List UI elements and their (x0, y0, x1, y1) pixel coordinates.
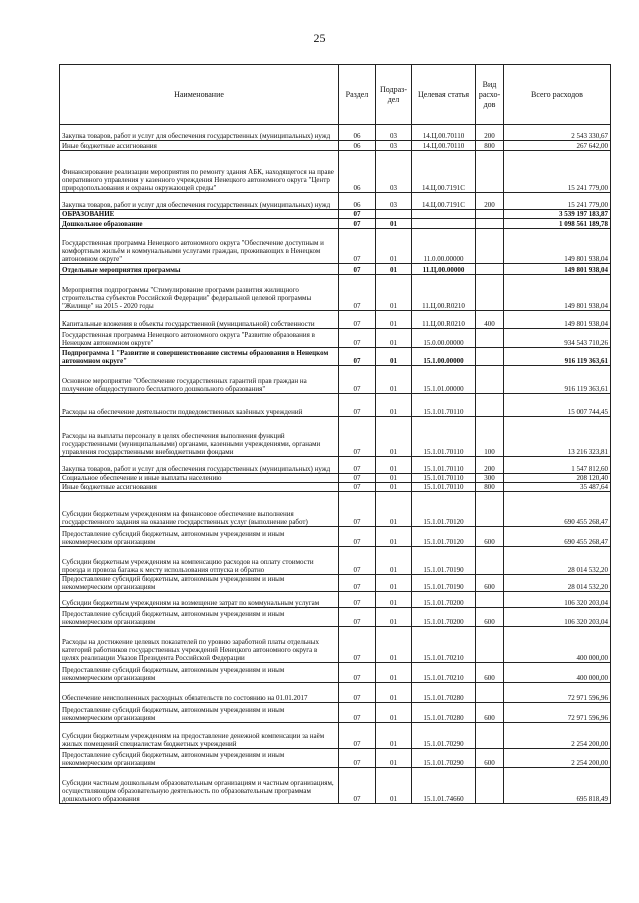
row-razdel: 07 (339, 457, 376, 474)
row-podrazdel: 01 (376, 683, 412, 703)
row-total: 916 119 363,61 (504, 348, 611, 366)
row-razdel: 06 (339, 141, 376, 151)
row-vid (476, 723, 504, 749)
row-podrazdel: 01 (376, 219, 412, 229)
table-row (60, 394, 611, 417)
row-total: 149 801 938,04 (504, 275, 611, 311)
row-vid (476, 592, 504, 608)
table-row (60, 683, 611, 703)
row-razdel: 07 (339, 768, 376, 804)
row-total: 690 455 268,47 (504, 527, 611, 547)
row-podrazdel: 01 (376, 547, 412, 575)
row-total: 208 120,40 (504, 474, 611, 483)
row-statya: 15.1.01.70110 (412, 457, 476, 474)
row-statya: 15.0.00.00000 (412, 329, 476, 348)
table-row (60, 527, 611, 547)
row-podrazdel: 03 (376, 141, 412, 151)
table-row (60, 492, 611, 527)
row-vid: 200 (476, 193, 504, 210)
row-name: Государственная программа Ненецкого автономного округа "Развитие образования в Ненецком автономном округе" (60, 329, 339, 348)
row-total: 149 801 938,04 (504, 229, 611, 264)
table-row (60, 474, 611, 483)
row-total: 934 543 710,26 (504, 329, 611, 348)
row-vid: 800 (476, 483, 504, 492)
row-vid: 600 (476, 703, 504, 723)
row-razdel: 07 (339, 749, 376, 768)
table-header-row (60, 65, 611, 125)
row-total: 3 539 197 183,87 (504, 210, 611, 219)
row-vid (476, 683, 504, 703)
row-total: 15 241 779,00 (504, 193, 611, 210)
row-total: 2 254 200,00 (504, 749, 611, 768)
row-name: Предоставление субсидий бюджетным, автономным учреждениям и иным некоммерческим организациям (60, 663, 339, 683)
row-razdel: 07 (339, 311, 376, 329)
table-row (60, 723, 611, 749)
table-row (60, 592, 611, 608)
row-name: Иные бюджетные ассигнования (60, 483, 339, 492)
row-podrazdel: 01 (376, 457, 412, 474)
row-podrazdel: 01 (376, 394, 412, 417)
row-total: 695 818,49 (504, 768, 611, 804)
row-vid: 600 (476, 527, 504, 547)
budget-table (59, 64, 611, 804)
table-row (60, 151, 611, 193)
row-statya: 15.1.01.00000 (412, 366, 476, 394)
row-statya: 11.Ц.00.R0210 (412, 311, 476, 329)
row-total: 35 487,64 (504, 483, 611, 492)
row-total: 15 007 744,45 (504, 394, 611, 417)
table-row (60, 193, 611, 210)
row-vid (476, 229, 504, 264)
row-razdel: 07 (339, 329, 376, 348)
row-total: 106 320 203,04 (504, 592, 611, 608)
row-total: 1 098 561 189,78 (504, 219, 611, 229)
table-row (60, 229, 611, 264)
row-name: Субсидии бюджетным учреждениям на компенсацию расходов на оплату стоимости проезда и провоза багажа к месту использования отпуска и обратно (60, 547, 339, 575)
row-statya: 11.0.00.00000 (412, 229, 476, 264)
row-name: Обеспечение неисполненных расходных обязательств по состоянию на 01.01.2017 (60, 683, 339, 703)
row-razdel: 07 (339, 723, 376, 749)
row-podrazdel: 01 (376, 483, 412, 492)
row-statya (412, 219, 476, 229)
row-vid: 200 (476, 125, 504, 141)
page-number: 25 (313, 31, 326, 45)
row-statya: 15.1.01.70200 (412, 592, 476, 608)
table-row (60, 457, 611, 474)
row-razdel: 07 (339, 229, 376, 264)
row-statya: 11.Ц.00.00000 (412, 264, 476, 275)
row-total: 72 971 596,96 (504, 703, 611, 723)
table-row (60, 417, 611, 457)
row-name: Мероприятия подпрограммы "Стимулирование программ развития жилищного строительства субъектов Российской Федерации" федеральной целевой программы "Жилище" на 2015 - 2020 годы (60, 275, 339, 311)
row-razdel: 06 (339, 193, 376, 210)
row-podrazdel (376, 210, 412, 219)
table-row (60, 547, 611, 575)
row-podrazdel: 01 (376, 723, 412, 749)
row-name: Финансирование реализации мероприятия по ремонту здания АБК, находящегося на праве оперативного управления у казенного учреждения Ненецкого автономного округа "Центр природопользования и охраны окружающей среды" (60, 151, 339, 193)
table-row (60, 141, 611, 151)
row-statya: 14.Ц.00.70110 (412, 141, 476, 151)
row-total: 106 320 203,04 (504, 608, 611, 627)
table-row (60, 575, 611, 592)
row-name: Закупка товаров, работ и услуг для обеспечения государственных (муниципальных) нужд (60, 125, 339, 141)
row-name: Социальное обеспечение и иные выплаты населению (60, 474, 339, 483)
row-name: Основное мероприятие "Обеспечение государственных гарантий прав граждан на получение общедоступного бесплатного дошкольного образования" (60, 366, 339, 394)
table-row (60, 768, 611, 804)
row-name: Предоставление субсидий бюджетным, автономным учреждениям и иным некоммерческим организациям (60, 575, 339, 592)
row-vid (476, 492, 504, 527)
row-name: Предоставление субсидий бюджетным, автономным учреждениям и иным некоммерческим организациям (60, 749, 339, 768)
table-row (60, 627, 611, 663)
row-vid: 600 (476, 663, 504, 683)
header-podrazdel: Подраз-дел (376, 65, 412, 125)
row-vid (476, 366, 504, 394)
table-row (60, 663, 611, 683)
header-statya: Целевая статья (412, 65, 476, 125)
row-podrazdel: 01 (376, 229, 412, 264)
table-row (60, 608, 611, 627)
row-statya: 15.1.01.70290 (412, 749, 476, 768)
row-podrazdel: 01 (376, 417, 412, 457)
row-podrazdel: 03 (376, 151, 412, 193)
row-vid (476, 264, 504, 275)
row-name: Подпрограмма 1 "Развитие и совершенствование системы образования в Ненецком автономном округе" (60, 348, 339, 366)
row-total: 400 000,00 (504, 663, 611, 683)
row-vid (476, 329, 504, 348)
row-razdel: 07 (339, 474, 376, 483)
row-name: Субсидии бюджетным учреждениям на финансовое обеспечение выполнения государственного задания на оказание государственных услуг (выполнение работ) (60, 492, 339, 527)
row-statya: 11.Ц.00.R0210 (412, 275, 476, 311)
row-razdel: 07 (339, 663, 376, 683)
row-statya: 15.1.01.70210 (412, 627, 476, 663)
row-podrazdel: 01 (376, 527, 412, 547)
row-razdel: 07 (339, 483, 376, 492)
row-razdel: 07 (339, 627, 376, 663)
row-total: 916 119 363,61 (504, 366, 611, 394)
row-statya: 15.1.01.70110 (412, 483, 476, 492)
row-podrazdel: 01 (376, 592, 412, 608)
row-razdel: 07 (339, 348, 376, 366)
row-name: Предоставление субсидий бюджетным, автономным учреждениям и иным некоммерческим организациям (60, 527, 339, 547)
row-statya: 15.1.00.00000 (412, 348, 476, 366)
row-vid (476, 348, 504, 366)
row-razdel: 07 (339, 394, 376, 417)
header-total: Всего расходов (504, 65, 611, 125)
row-razdel: 07 (339, 366, 376, 394)
row-podrazdel: 01 (376, 608, 412, 627)
row-total: 149 801 938,04 (504, 264, 611, 275)
row-vid: 600 (476, 608, 504, 627)
row-statya: 15.1.01.70190 (412, 575, 476, 592)
row-razdel: 07 (339, 417, 376, 457)
row-name: Предоставление субсидий бюджетным, автономным учреждениям и иным некоммерческим организациям (60, 608, 339, 627)
row-vid: 400 (476, 311, 504, 329)
row-vid (476, 210, 504, 219)
table-row (60, 348, 611, 366)
row-statya: 14.Ц.00.7191С (412, 151, 476, 193)
row-razdel: 07 (339, 547, 376, 575)
row-statya: 15.1.01.70190 (412, 547, 476, 575)
row-podrazdel: 01 (376, 366, 412, 394)
table-row (60, 749, 611, 768)
table-row (60, 311, 611, 329)
table-row (60, 483, 611, 492)
table-row (60, 703, 611, 723)
row-vid: 300 (476, 474, 504, 483)
header-vid: Вид расхо-дов (476, 65, 504, 125)
row-total: 400 000,00 (504, 627, 611, 663)
row-name: Иные бюджетные ассигнования (60, 141, 339, 151)
row-total: 28 014 532,20 (504, 575, 611, 592)
row-vid (476, 768, 504, 804)
row-podrazdel: 01 (376, 329, 412, 348)
table-row (60, 219, 611, 229)
row-statya: 15.1.01.74660 (412, 768, 476, 804)
row-vid (476, 547, 504, 575)
row-razdel: 07 (339, 210, 376, 219)
row-statya: 15.1.01.70110 (412, 394, 476, 417)
row-razdel: 06 (339, 125, 376, 141)
row-podrazdel: 03 (376, 193, 412, 210)
row-vid: 800 (476, 141, 504, 151)
row-vid: 200 (476, 457, 504, 474)
row-statya: 15.1.01.70280 (412, 703, 476, 723)
row-name: Субсидии частным дошкольным образовательным организациям и частным организациям, осуществляющим образовательную деятельность по образовательным программам дошкольного образования (60, 768, 339, 804)
row-name: Дошкольное образование (60, 219, 339, 229)
row-statya: 15.1.01.70290 (412, 723, 476, 749)
row-name: Отдельные мероприятия программы (60, 264, 339, 275)
row-name: Расходы на обеспечение деятельности подведомственных казённых учреждений (60, 394, 339, 417)
row-razdel: 07 (339, 275, 376, 311)
row-vid (476, 219, 504, 229)
row-vid: 600 (476, 749, 504, 768)
row-name: Субсидии бюджетным учреждениям на предоставление денежной компенсации за наём жилых помещений специалистам бюджетных учреждений (60, 723, 339, 749)
row-name: Закупка товаров, работ и услуг для обеспечения государственных (муниципальных) нужд (60, 457, 339, 474)
row-statya: 15.1.01.70110 (412, 417, 476, 457)
row-razdel: 07 (339, 219, 376, 229)
row-razdel: 07 (339, 492, 376, 527)
row-vid: 600 (476, 575, 504, 592)
table-row (60, 329, 611, 348)
row-total: 267 642,00 (504, 141, 611, 151)
row-razdel: 07 (339, 683, 376, 703)
row-statya (412, 210, 476, 219)
row-podrazdel: 01 (376, 663, 412, 683)
row-podrazdel: 01 (376, 474, 412, 483)
row-podrazdel: 01 (376, 492, 412, 527)
row-podrazdel: 01 (376, 749, 412, 768)
row-name: Государственная программа Ненецкого автономного округа "Обеспечение доступным и комфортным жильём и коммунальными услугами граждан, проживающих в Ненецком автономном округе" (60, 229, 339, 264)
row-vid (476, 151, 504, 193)
header-name: Наименование (60, 65, 339, 125)
row-statya: 15.1.01.70110 (412, 474, 476, 483)
row-total: 13 216 323,81 (504, 417, 611, 457)
table-row (60, 275, 611, 311)
row-statya: 14.Ц.00.70110 (412, 125, 476, 141)
row-name: ОБРАЗОВАНИЕ (60, 210, 339, 219)
row-podrazdel: 01 (376, 311, 412, 329)
table-row (60, 366, 611, 394)
row-name: Капитальные вложения в объекты государственной (муниципальной) собственности (60, 311, 339, 329)
row-podrazdel: 01 (376, 275, 412, 311)
row-razdel: 07 (339, 608, 376, 627)
row-razdel: 07 (339, 703, 376, 723)
row-podrazdel: 01 (376, 627, 412, 663)
row-total: 2 543 330,67 (504, 125, 611, 141)
row-podrazdel: 01 (376, 703, 412, 723)
row-total: 149 801 938,04 (504, 311, 611, 329)
row-statya: 15.1.01.70210 (412, 663, 476, 683)
row-statya: 14.Ц.00.7191С (412, 193, 476, 210)
row-podrazdel: 01 (376, 264, 412, 275)
row-razdel: 07 (339, 264, 376, 275)
row-vid (476, 394, 504, 417)
row-razdel: 07 (339, 527, 376, 547)
row-name: Закупка товаров, работ и услуг для обеспечения государственных (муниципальных) нужд (60, 193, 339, 210)
row-statya: 15.1.01.70120 (412, 492, 476, 527)
row-podrazdel: 03 (376, 125, 412, 141)
row-podrazdel: 01 (376, 575, 412, 592)
row-statya: 15.1.01.70280 (412, 683, 476, 703)
row-podrazdel: 01 (376, 768, 412, 804)
row-total: 2 254 200,00 (504, 723, 611, 749)
table-row (60, 210, 611, 219)
row-total: 690 455 268,47 (504, 492, 611, 527)
row-name: Расходы на достижение целевых показателей по уровню заработной платы отдельных категорий работников государственных учреждений Ненецкого автономного округа в целях реализации Указов Президента Российской Федерации (60, 627, 339, 663)
row-total: 15 241 779,00 (504, 151, 611, 193)
table-row (60, 125, 611, 141)
row-razdel: 06 (339, 151, 376, 193)
table-row (60, 264, 611, 275)
row-statya: 15.1.01.70200 (412, 608, 476, 627)
row-razdel: 07 (339, 592, 376, 608)
row-name: Предоставление субсидий бюджетным, автономным учреждениям и иным некоммерческим организациям (60, 703, 339, 723)
row-name: Субсидии бюджетным учреждениям на возмещение затрат по коммунальным услугам (60, 592, 339, 608)
header-razdel: Раздел (339, 65, 376, 125)
row-vid: 100 (476, 417, 504, 457)
row-total: 72 971 596,96 (504, 683, 611, 703)
row-total: 1 547 812,60 (504, 457, 611, 474)
row-vid (476, 627, 504, 663)
row-vid (476, 275, 504, 311)
row-name: Расходы на выплаты персоналу в целях обеспечения выполнения функций государственными (муниципальными) органами, казенными учреждениями, органами управления государственными внебюджетными фондами (60, 417, 339, 457)
row-statya: 15.1.01.70120 (412, 527, 476, 547)
row-podrazdel: 01 (376, 348, 412, 366)
row-razdel: 07 (339, 575, 376, 592)
row-total: 28 014 532,20 (504, 547, 611, 575)
